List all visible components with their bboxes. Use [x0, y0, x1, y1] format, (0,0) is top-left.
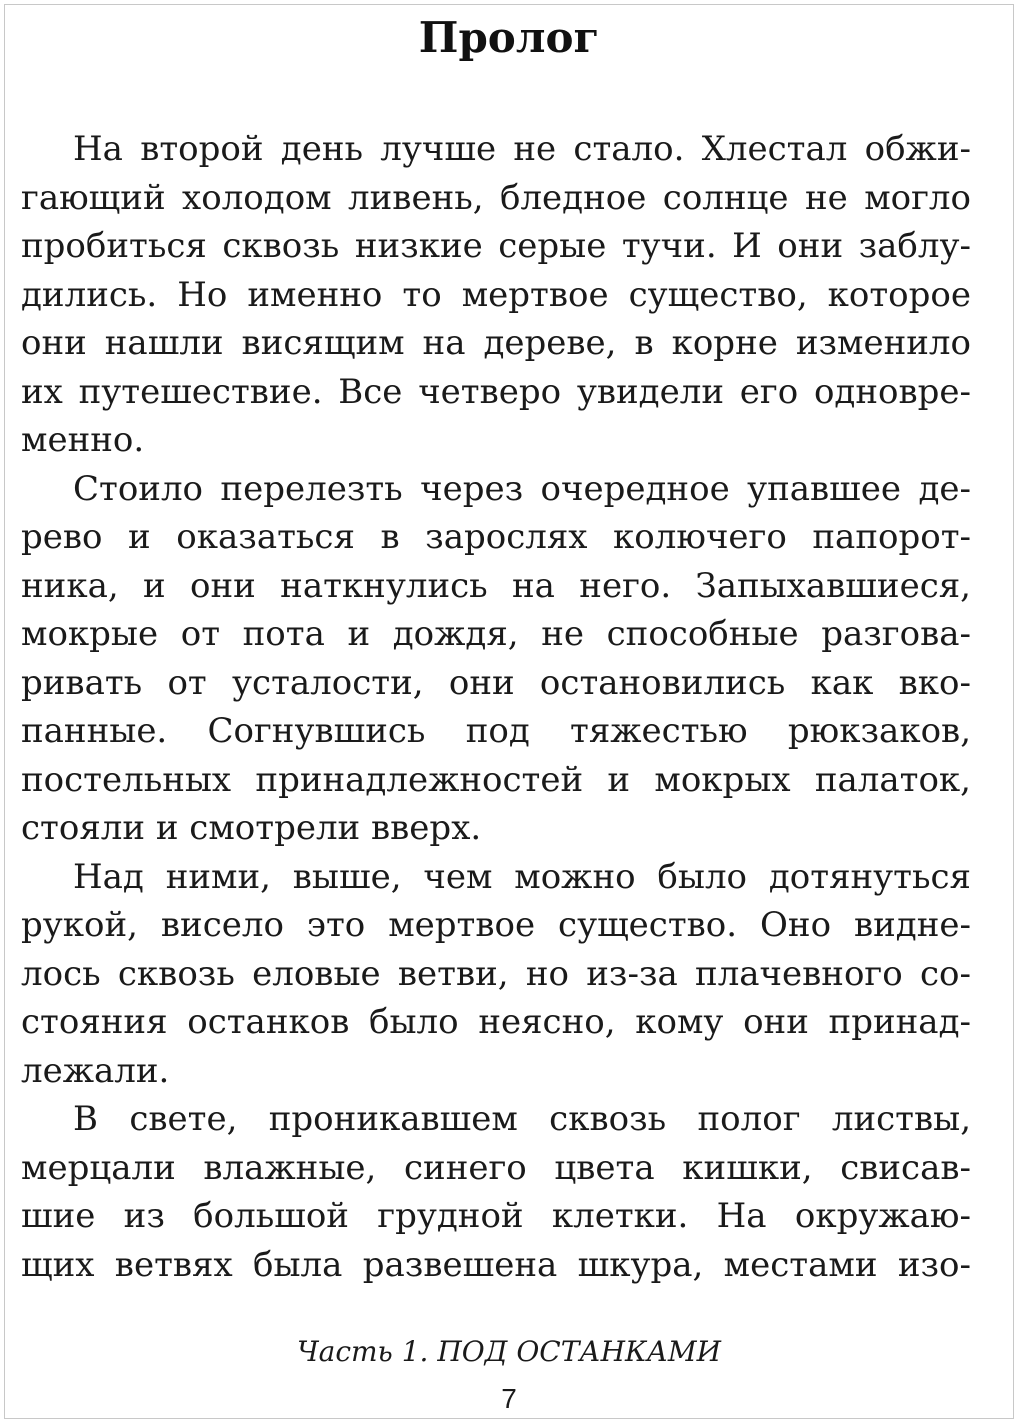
text-line: рево и оказаться в зарослях колючего папорот-	[21, 517, 971, 557]
text-line: рукой, висело это мертвое существо. Оно видне-	[21, 905, 971, 945]
text-line: дились. Но именно то мертвое существо, которое	[21, 274, 971, 315]
text-line: менно.	[21, 420, 145, 460]
text-line: панные. Согнувшись под тяжестью рюкзаков,	[21, 711, 971, 751]
text-line: пробиться сквозь низкие серые тучи. И они заблу-	[21, 226, 971, 266]
chapter-title: Пролог	[418, 13, 600, 62]
text-line: мокрые от пота и дождя, не способные разгова-	[21, 614, 971, 654]
text-line: они нашли висящим на дереве, в корне изменило	[21, 323, 971, 363]
running-footer: Часть 1. ПОД ОСТАНКАМИ	[296, 1335, 721, 1368]
text-line: лежали.	[21, 1050, 170, 1091]
page-number: 7	[501, 1383, 517, 1414]
body-text	[21, 125, 971, 1289]
text-line: щих ветвях была развешена шкура, местами изо-	[21, 1244, 971, 1285]
text-line: В свете, проникавшем сквозь полог листвы,	[73, 1099, 971, 1139]
text-line: мерцали влажные, синего цвета кишки, свисав-	[21, 1147, 971, 1188]
book-page	[4, 4, 1014, 1419]
text-line: Стоило перелезть через очередное упавшее де-	[73, 468, 971, 509]
text-line: стояли и смотрели вверх.	[21, 808, 482, 848]
text-line: На второй день лучше не стало. Хлестал обжи-	[73, 129, 971, 169]
text-line: лось сквозь еловые ветви, но из-за плачевного со-	[21, 953, 971, 994]
text-line: шие из большой грудной клетки. На окружаю-	[21, 1196, 971, 1236]
text-line: их путешествие. Все четверо увидели его одновре-	[21, 371, 971, 412]
text-line: стояния останков было неясно, кому они принад-	[21, 1002, 971, 1042]
text-line: ривать от усталости, они остановились как вко-	[21, 662, 971, 703]
text-line: ника, и они наткнулись на него. Запыхавшиеся,	[21, 565, 971, 606]
text-line: постельных принадлежностей и мокрых палаток,	[21, 759, 971, 800]
text-line: гающий холодом ливень, бледное солнце не могло	[21, 177, 971, 218]
text-line: Над ними, выше, чем можно было дотянуться	[73, 856, 971, 897]
